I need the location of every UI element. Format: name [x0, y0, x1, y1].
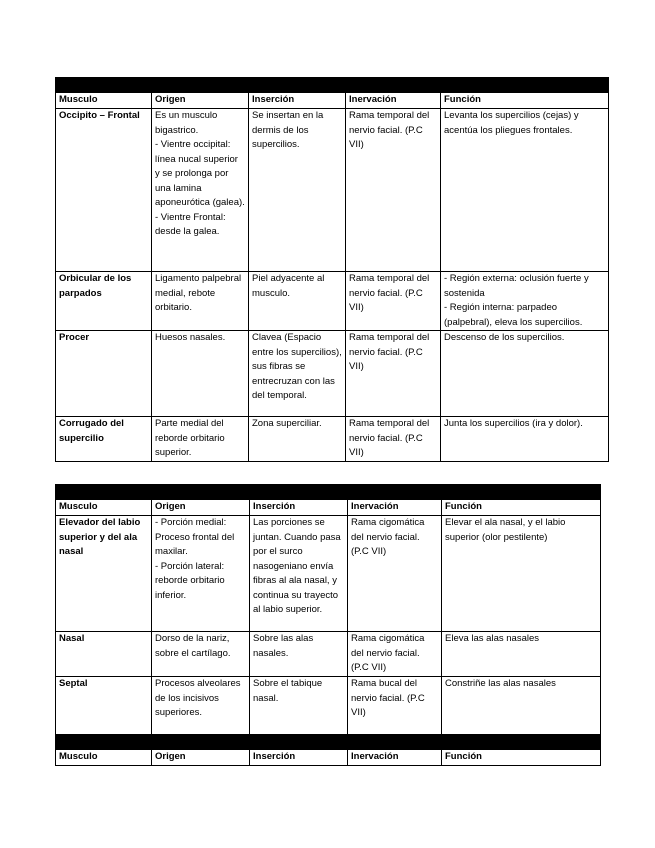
cell-inervacion — [346, 331, 441, 417]
cell-insercion — [249, 417, 346, 462]
cell-musculo: Corrugado del supercilio — [56, 417, 152, 462]
cell-insercion — [249, 331, 346, 417]
cell-musculo: Elevador del labio superior y del ala nasal — [56, 516, 152, 632]
cell-inervacion — [346, 109, 441, 272]
cell-inervacion — [348, 677, 442, 735]
cell-text: Rama temporal del nervio facial. (P.C VII) — [349, 273, 430, 313]
header-funcion: Función — [442, 750, 601, 766]
cell-origen — [152, 272, 249, 331]
table-row — [56, 516, 601, 632]
table-row — [56, 331, 609, 417]
cell-text: Dorso de la nariz, sobre el cartílago. — [155, 633, 231, 659]
cell-funcion — [441, 109, 609, 272]
header-funcion: Función — [442, 500, 601, 516]
cell-text: Levanta los supercilios (cejas) y acentúa los pliegues frontales. — [444, 110, 579, 136]
cell-text: Descenso de los supercilios. — [444, 332, 565, 343]
table-row — [56, 109, 609, 272]
muscle-table-1 — [55, 77, 609, 462]
cell-origen — [152, 417, 249, 462]
header-origen: Origen — [152, 93, 249, 109]
header-row — [56, 500, 601, 516]
cell-text: Rama cigomática del nervio facial. (P.C VII) — [351, 633, 425, 673]
cell-funcion — [441, 331, 609, 417]
cell-origen — [152, 677, 250, 735]
cell-text: Rama bucal del nervio facial. (P.C VII) — [351, 678, 425, 718]
cell-origen — [152, 516, 250, 632]
header-insercion: Inserción — [250, 750, 348, 766]
cell-text: Rama temporal del nervio facial. (P.C VII) — [349, 332, 430, 372]
header-musculo: Musculo — [56, 500, 152, 516]
cell-text: - Vientre occipital: línea nucal superior y se prolonga por una lamina aponeurótica (galea). — [155, 139, 245, 208]
cell-insercion — [249, 272, 346, 331]
cell-text: Constriñe las alas nasales — [445, 678, 556, 689]
cell-text: Elevar el ala nasal, y el labio superior (olor pestilente) — [445, 517, 566, 543]
cell-text: Rama temporal del nervio facial. (P.C VII) — [349, 110, 430, 150]
cell-text: Clavea (Espacio entre los supercilios), sus fibras se entrecruzan con las del temporal. — [252, 332, 342, 401]
cell-funcion — [441, 272, 609, 331]
cell-funcion — [442, 632, 601, 677]
table-row — [56, 677, 601, 735]
cell-musculo: Occipito – Frontal — [56, 109, 152, 272]
cell-text: Rama cigomática del nervio facial. (P.C VII) — [351, 517, 425, 557]
cell-text: Ligamento palpebral medial, rebote orbitario. — [155, 273, 242, 313]
table-row — [56, 417, 609, 462]
cell-funcion — [442, 516, 601, 632]
header-inervacion: Inervación — [346, 93, 441, 109]
cell-text: - Porción lateral: reborde orbitario inferior. — [155, 560, 225, 601]
table-title-bar — [56, 485, 601, 500]
cell-insercion — [250, 677, 348, 735]
cell-inervacion — [348, 516, 442, 632]
cell-text: Piel adyacente al musculo. — [252, 273, 325, 299]
cell-inervacion — [346, 417, 441, 462]
cell-funcion — [441, 417, 609, 462]
cell-text: - Vientre Frontal: desde la galea. — [155, 211, 226, 237]
cell-text: Procesos alveolares de los incisivos superiores. — [155, 678, 241, 718]
cell-musculo: Orbicular de los parpados — [56, 272, 152, 331]
cell-inervacion — [346, 272, 441, 331]
header-row — [56, 750, 601, 766]
cell-origen — [152, 109, 249, 272]
cell-inervacion — [348, 632, 442, 677]
cell-text: Junta los supercilios (ira y dolor). — [444, 418, 583, 429]
cell-text: - Región interna: parpadeo (palpebral), eleva los supercilios. — [444, 302, 583, 328]
header-insercion: Inserción — [250, 500, 348, 516]
cell-text: Las porciones se juntan. Cuando pasa por el surco nasogeniano envía fibras al ala nasal, y continua su trayecto al labio superior. — [253, 517, 341, 615]
cell-origen — [152, 632, 250, 677]
table-section-bar — [56, 735, 601, 750]
header-row — [56, 93, 609, 109]
header-origen: Origen — [152, 750, 250, 766]
header-origen: Origen — [152, 500, 250, 516]
cell-origen — [152, 331, 249, 417]
cell-text: Se insertan en la dermis de los supercilios. — [252, 110, 324, 150]
table-row — [56, 632, 601, 677]
header-funcion: Función — [441, 93, 609, 109]
cell-insercion — [250, 632, 348, 677]
header-inervacion: Inervación — [348, 750, 442, 766]
cell-text: Sobre el tabique nasal. — [253, 678, 323, 704]
cell-text: Huesos nasales. — [155, 332, 226, 343]
table-row — [56, 272, 609, 331]
cell-funcion — [442, 677, 601, 735]
cell-text: Parte medial del reborde orbitario superior. — [155, 418, 225, 458]
muscle-table-2 — [55, 484, 601, 766]
cell-text: Eleva las alas nasales — [445, 633, 539, 644]
cell-text: Zona superciliar. — [252, 418, 322, 429]
cell-text: - Región externa: oclusión fuerte y sostenida — [444, 273, 589, 299]
header-musculo: Musculo — [56, 93, 152, 109]
table-title-bar — [56, 78, 609, 93]
cell-text: - Porción medial: Proceso frontal del maxilar. — [155, 517, 235, 557]
cell-text: Sobre las alas nasales. — [253, 633, 314, 659]
cell-musculo: Nasal — [56, 632, 152, 677]
cell-text: Rama temporal del nervio facial. (P.C VII) — [349, 418, 430, 458]
header-insercion: Inserción — [249, 93, 346, 109]
header-inervacion: Inervación — [348, 500, 442, 516]
cell-insercion — [249, 109, 346, 272]
cell-insercion — [250, 516, 348, 632]
cell-musculo: Procer — [56, 331, 152, 417]
header-musculo: Musculo — [56, 750, 152, 766]
cell-text: Es un musculo bigastrico. — [155, 110, 218, 136]
cell-musculo: Septal — [56, 677, 152, 735]
